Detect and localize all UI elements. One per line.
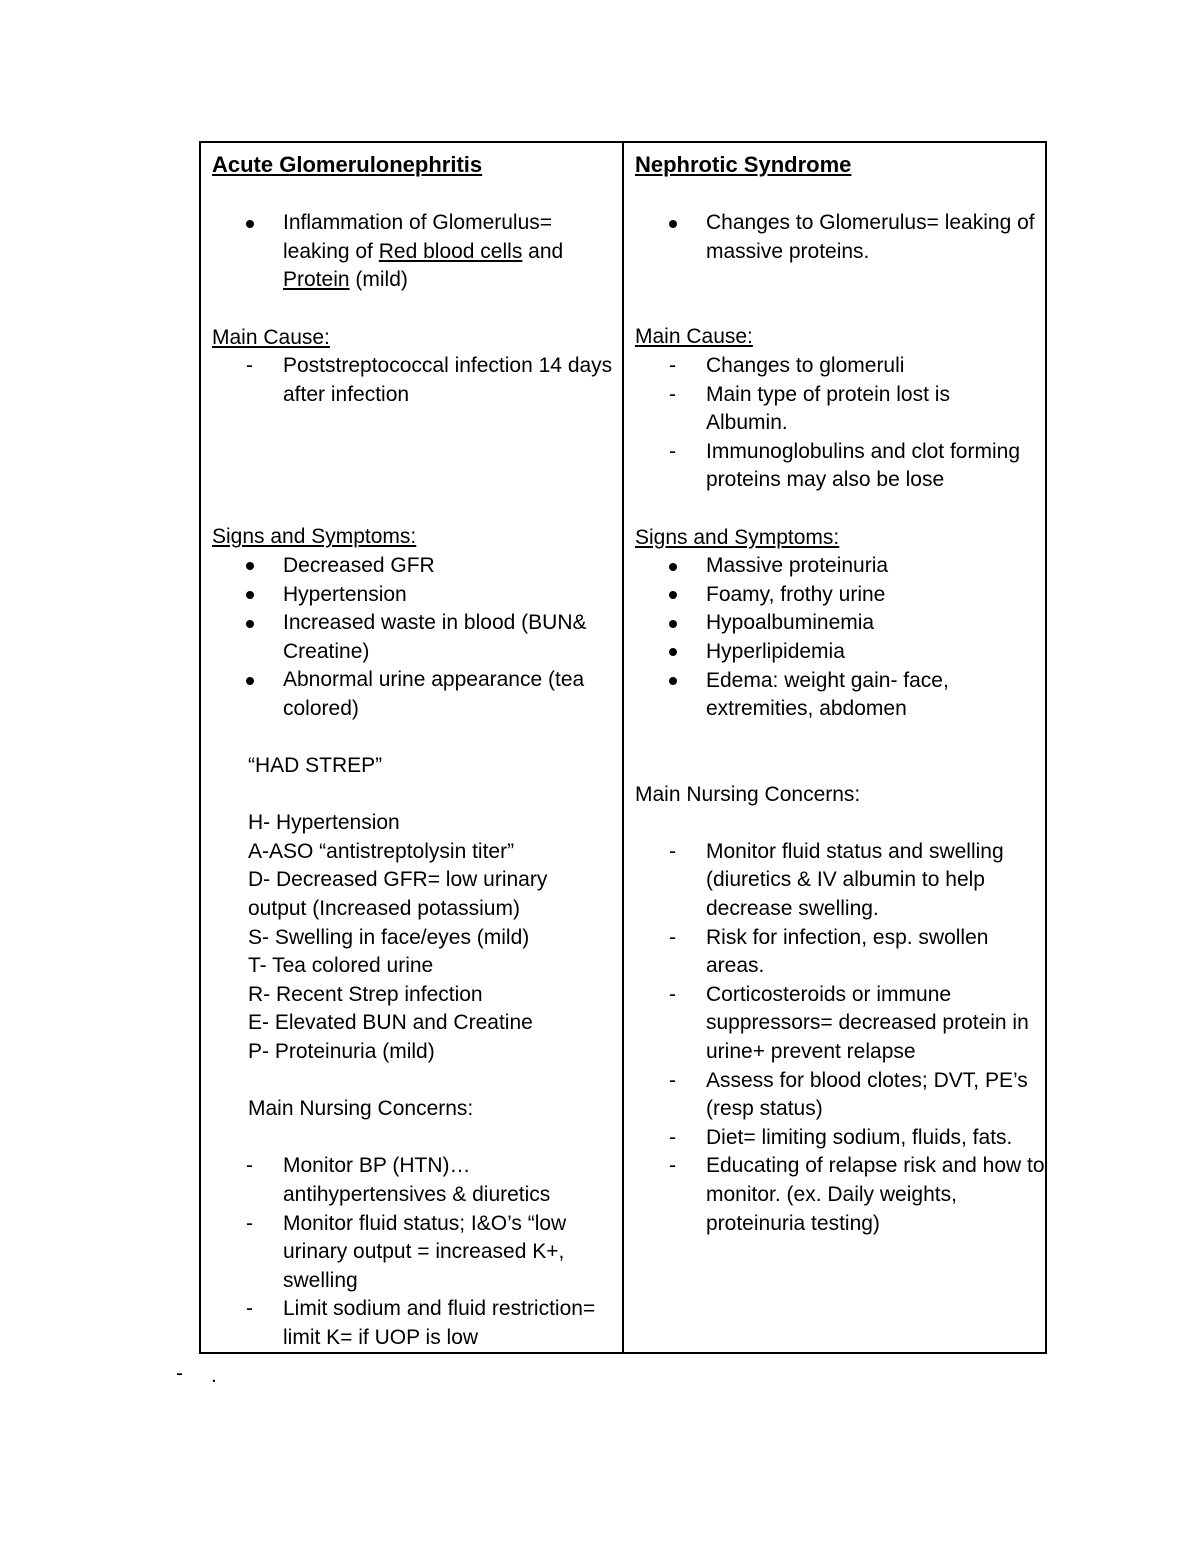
list-item: Massive proteinuria [635, 552, 1045, 581]
stray-dot: . [211, 1364, 217, 1387]
section-heading: Main Nursing Concerns: [635, 782, 861, 806]
mnemonic-line: D- Decreased GFR= low urinary output (Increased potassium) [248, 868, 548, 921]
list-item: Increased waste in blood (BUN& Creatine) [212, 609, 622, 666]
underlined-term: Protein [283, 268, 350, 292]
bullet-icon [669, 648, 677, 656]
mnemonic-line: E- Elevated BUN and Creatine [248, 1011, 533, 1035]
list-item: - Immunoglobulins and clot forming proteins may also be lose [669, 439, 1020, 492]
bullet-icon [246, 562, 254, 570]
list-item: - Main type of protein lost is Albumin. [669, 382, 950, 435]
mnemonic-line: T- Tea colored urine [248, 954, 434, 978]
list-item: Hyperlipidemia [635, 638, 1045, 667]
mnemonic-line: S- Swelling in face/eyes (mild) [248, 925, 530, 949]
mnemonic-line: A-ASO “antistreptolysin titer” [248, 839, 515, 863]
list-item: - Changes to glomeruli [635, 352, 1045, 381]
dash-marker: - [669, 1154, 676, 1178]
stray-dash: - [176, 1362, 183, 1385]
signs-list [635, 552, 1045, 724]
list-item: - Corticosteroids or immune suppressors= decreased protein in urine+ prevent relapse [669, 982, 1029, 1064]
list-item: - Monitor fluid status; I&O’s “low urinary output = increased K+, swelling [246, 1211, 567, 1292]
section-heading: Signs and Symptoms: [635, 525, 840, 549]
bullet-icon [246, 620, 254, 628]
dash-marker: - [246, 1297, 253, 1321]
list-item: Foamy, frothy urine [635, 581, 1045, 610]
list-item: - Educating of relapse risk and how to monitor. (ex. Daily weights, proteinuria testing) [669, 1154, 1045, 1235]
bullet-icon [246, 220, 254, 228]
main-cause-list [635, 352, 1045, 495]
list-item: Abnormal urine appearance (tea colored) [212, 666, 622, 723]
list-item: - Limit sodium and fluid restriction= limit K= if UOP is low [246, 1297, 596, 1349]
list-item: Inflammation of Glomerulus= leaking of Red blood cells and Protein (mild) [212, 209, 622, 295]
bullet-icon [669, 677, 677, 685]
comparison-table [199, 141, 1047, 1354]
bullet-icon [669, 563, 677, 571]
dash-marker: - [669, 353, 676, 377]
bullet-icon [669, 591, 677, 599]
dash-marker: - [669, 382, 676, 406]
dash-marker: - [246, 1211, 253, 1235]
dash-marker: - [669, 1125, 676, 1149]
dash-marker: - [669, 439, 676, 463]
bullet-icon [669, 620, 677, 628]
acute-glomerulonephritis-column [201, 143, 624, 1352]
mnemonic-title: “HAD STREP” [248, 754, 383, 778]
signs-list [212, 552, 622, 724]
list-item: - Monitor fluid status and swelling (diuretics & IV albumin to help decrease swelling. [669, 839, 1004, 921]
section-heading: Main Cause: [635, 325, 753, 349]
list-item: - Poststreptococcal infection 14 days after infection [246, 354, 613, 406]
bullet-icon [669, 220, 677, 228]
column-title: Acute Glomerulonephritis [212, 152, 483, 177]
list-item: - Diet= limiting sodium, fluids, fats. [635, 1124, 1045, 1153]
intro-list [212, 209, 622, 295]
list-item: - Risk for infection, esp. swollen areas. [669, 925, 989, 978]
list-item: Changes to Glomerulus= leaking of massive proteins. [635, 209, 1045, 266]
list-item: Edema: weight gain- face, extremities, abdomen [635, 667, 1045, 724]
list-item: Hypoalbuminemia [635, 609, 1045, 638]
dash-marker: - [669, 925, 676, 949]
list-item: - Monitor BP (HTN)… antihypertensives & diuretics [246, 1154, 551, 1206]
section-heading: Main Nursing Concerns: [248, 1097, 474, 1121]
section-heading: Main Cause: [212, 325, 330, 349]
list-item: Hypertension [212, 581, 622, 610]
nursing-list [212, 1152, 622, 1352]
dash-marker: - [669, 839, 676, 863]
nursing-list [635, 838, 1045, 1238]
underlined-term: Red blood cells [378, 239, 523, 263]
mnemonic-line: P- Proteinuria (mild) [248, 1040, 435, 1064]
main-cause-list [212, 352, 622, 409]
mnemonic-line: R- Recent Strep infection [248, 982, 483, 1006]
dash-marker: - [669, 1068, 676, 1092]
dash-marker: - [669, 982, 676, 1006]
column-title: Nephrotic Syndrome [635, 152, 852, 177]
bullet-icon [246, 677, 254, 685]
list-item: - Assess for blood clotes; DVT, PE’s (resp status) [669, 1068, 1028, 1121]
dash-marker: - [246, 1154, 253, 1178]
list-item: Decreased GFR [212, 552, 622, 581]
mnemonic-line: H- Hypertension [248, 811, 400, 835]
bullet-icon [246, 591, 254, 599]
nephrotic-syndrome-column [624, 143, 1045, 1352]
intro-list [635, 209, 1045, 266]
section-heading: Signs and Symptoms: [212, 525, 417, 549]
dash-marker: - [246, 354, 253, 378]
